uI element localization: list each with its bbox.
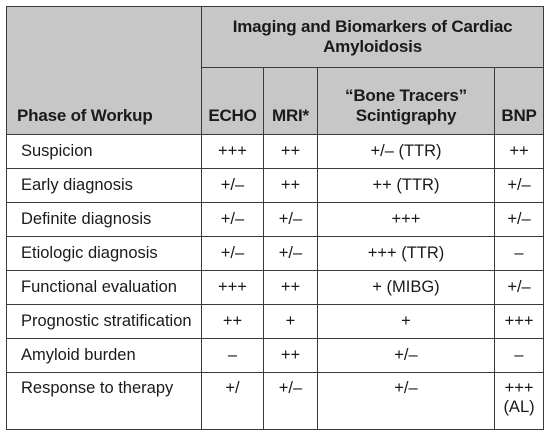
bnp-cell: +/– [495, 169, 544, 203]
table-row [7, 169, 544, 203]
phase-cell: Amyloid burden [7, 339, 202, 373]
bnp-cell-line2: (AL) [503, 398, 535, 416]
phase-cell: Response to therapy [7, 373, 202, 430]
table-body [7, 135, 544, 430]
echo-cell: +/– [202, 203, 264, 237]
scintigraphy-cell: +++ [318, 203, 495, 237]
mri-cell: ++ [264, 271, 318, 305]
scintigraphy-header-line2: Scintigraphy [355, 106, 457, 125]
group-header: Imaging and Biomarkers of Cardiac Amyloidosis [202, 7, 544, 68]
scintigraphy-cell: +/– [318, 373, 495, 430]
table-row [7, 135, 544, 169]
echo-cell: +++ [202, 135, 264, 169]
mri-cell: + [264, 305, 318, 339]
column-header-bnp: BNP [495, 68, 544, 135]
phase-cell: Definite diagnosis [7, 203, 202, 237]
echo-cell: +/– [202, 237, 264, 271]
scintigraphy-cell: +/– (TTR) [318, 135, 495, 169]
scintigraphy-cell: +/– [318, 339, 495, 373]
phase-cell: Functional evaluation [7, 271, 202, 305]
mri-cell: +/– [264, 203, 318, 237]
table-row [7, 237, 544, 271]
amyloidosis-workup-table [6, 6, 544, 430]
bnp-cell: +/– [495, 203, 544, 237]
table-row [7, 305, 544, 339]
bnp-cell [495, 373, 544, 430]
bnp-cell-line1: +++ [504, 379, 534, 397]
table-row [7, 373, 544, 430]
phase-cell: Prognostic stratification [7, 305, 202, 339]
mri-cell: ++ [264, 339, 318, 373]
bnp-cell: ++ [495, 135, 544, 169]
column-header-scintigraphy [318, 68, 495, 135]
bnp-cell: – [495, 237, 544, 271]
scintigraphy-cell: ++ (TTR) [318, 169, 495, 203]
column-header-mri: MRI* [264, 68, 318, 135]
phase-cell: Early diagnosis [7, 169, 202, 203]
bnp-cell: – [495, 339, 544, 373]
table-row [7, 271, 544, 305]
column-header-echo: ECHO [202, 68, 264, 135]
mri-cell: ++ [264, 135, 318, 169]
table-container [6, 6, 543, 432]
echo-cell: +/– [202, 169, 264, 203]
echo-cell: – [202, 339, 264, 373]
mri-cell: +/– [264, 237, 318, 271]
phase-of-workup-header: Phase of Workup [7, 7, 202, 135]
phase-cell: Etiologic diagnosis [7, 237, 202, 271]
scintigraphy-header-line1: “Bone Tracers” [345, 86, 467, 105]
bnp-cell: +++ [495, 305, 544, 339]
scintigraphy-cell: + [318, 305, 495, 339]
scintigraphy-cell: +++ (TTR) [318, 237, 495, 271]
table-header [7, 7, 544, 135]
table-row [7, 203, 544, 237]
echo-cell: +/ [202, 373, 264, 430]
table-row [7, 339, 544, 373]
bnp-cell: +/– [495, 271, 544, 305]
mri-cell: +/– [264, 373, 318, 430]
header-row-group [7, 7, 544, 68]
scintigraphy-cell: + (MIBG) [318, 271, 495, 305]
echo-cell: +++ [202, 271, 264, 305]
phase-cell: Suspicion [7, 135, 202, 169]
mri-cell: ++ [264, 169, 318, 203]
echo-cell: ++ [202, 305, 264, 339]
